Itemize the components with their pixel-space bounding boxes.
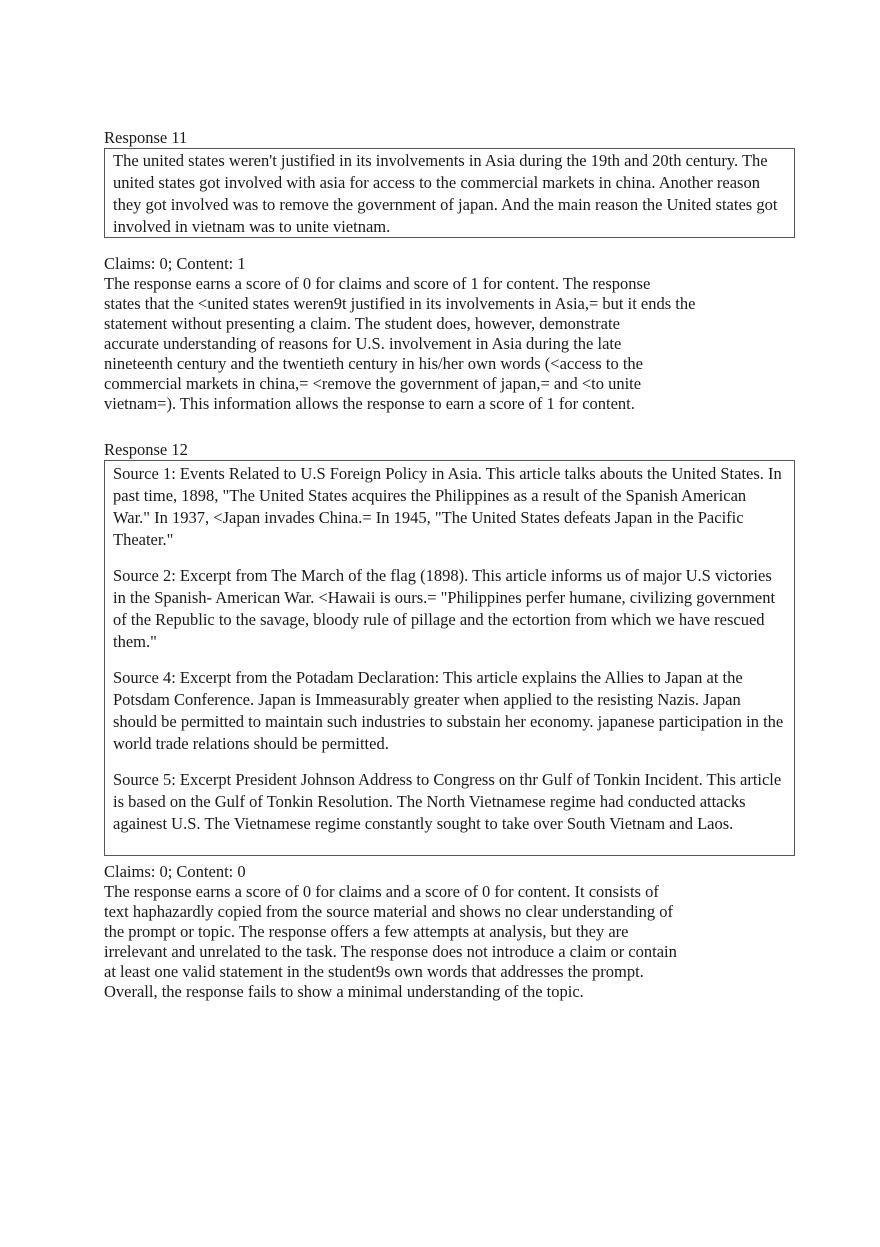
source-paragraph: Source 5: Excerpt President Johnson Address to Congress on thr Gulf of Tonkin Incident. This article is based on the Gulf of Tonkin Resolution. The North Vietnamese regime had conducted attacks againest U.S. The Vietnamese regime constantly sought to take over South Vietnam and Laos. xyxy=(113,770,782,833)
commentary-line: text haphazardly copied from the source material and shows no clear understanding of xyxy=(104,902,674,921)
commentary-line: irrelevant and unrelated to the task. The response does not introduce a claim or contain xyxy=(104,942,677,961)
commentary-line: commercial markets in china,= <remove the government of japan,= and <to unite xyxy=(104,374,642,393)
commentary-line: the prompt or topic. The response offers a few attempts at analysis, but they are xyxy=(104,922,629,941)
source-paragraph: Source 4: Excerpt from the Potadam Declaration: This article explains the Allies to Japan at the Potsdam Conference. Japan is Immeasurably greater when applied to the resisting Nazis. Japan should be permitted to maintain such industries to substain her economy. japanese participation in the world trade relations should be permitted. xyxy=(113,668,784,753)
commentary-line: The response earns a score of 0 for claims and score of 1 for content. The response xyxy=(104,274,651,293)
commentary-line: at least one valid statement in the student9s own words that addresses the prompt. xyxy=(104,962,644,981)
commentary-line: nineteenth century and the twentieth century in his/her own words (<access to the xyxy=(104,354,643,373)
response-12-score: Claims: 0; Content: 0 xyxy=(104,862,246,881)
source-paragraph: Source 2: Excerpt from The March of the flag (1898). This article informs us of major U.S victories in the Spanish- American War. <Hawaii is ours.= "Philippines perfer humane, civilizing government of the Republic to the savage, bloody rule of pillage and the ectortion from which we have rescued them." xyxy=(113,566,776,651)
response-12-box xyxy=(104,460,795,856)
response-11-commentary xyxy=(104,274,804,414)
response-12-label: Response 12 xyxy=(104,440,188,459)
commentary-line: vietnam=). This information allows the response to earn a score of 1 for content. xyxy=(104,394,635,413)
commentary-line: Overall, the response fails to show a minimal understanding of the topic. xyxy=(104,982,584,1001)
commentary-line: The response earns a score of 0 for claims and a score of 0 for content. It consists of xyxy=(104,882,659,901)
commentary-line: states that the <united states weren9t justified in its involvements in Asia,= but it ends the xyxy=(104,294,696,313)
response-11-box xyxy=(104,148,795,238)
commentary-line: statement without presenting a claim. The student does, however, demonstrate xyxy=(104,314,620,333)
document-page xyxy=(104,128,804,1002)
response-11-label: Response 11 xyxy=(104,128,188,147)
response-11-score: Claims: 0; Content: 1 xyxy=(104,254,246,273)
source-paragraph: Source 1: Events Related to U.S Foreign Policy in Asia. This article talks abouts the United States. In past time, 1898, "The United States acquires the Philippines as a result of the Spanish American War." In 1937, <Japan invades China.= In 1945, "The United States defeats Japan in the Pacific Theater." xyxy=(113,464,782,549)
response-11-text: The united states weren't justified in its involvements in Asia during the 19th and 20th century. The united states got involved with asia for access to the commercial markets in china. Another reason they got involved was to remove the government of japan. And the main reason the United states got involved in vietnam was to unite vietnam. xyxy=(113,151,778,236)
commentary-line: accurate understanding of reasons for U.S. involvement in Asia during the late xyxy=(104,334,622,353)
response-12-commentary xyxy=(104,882,804,1002)
